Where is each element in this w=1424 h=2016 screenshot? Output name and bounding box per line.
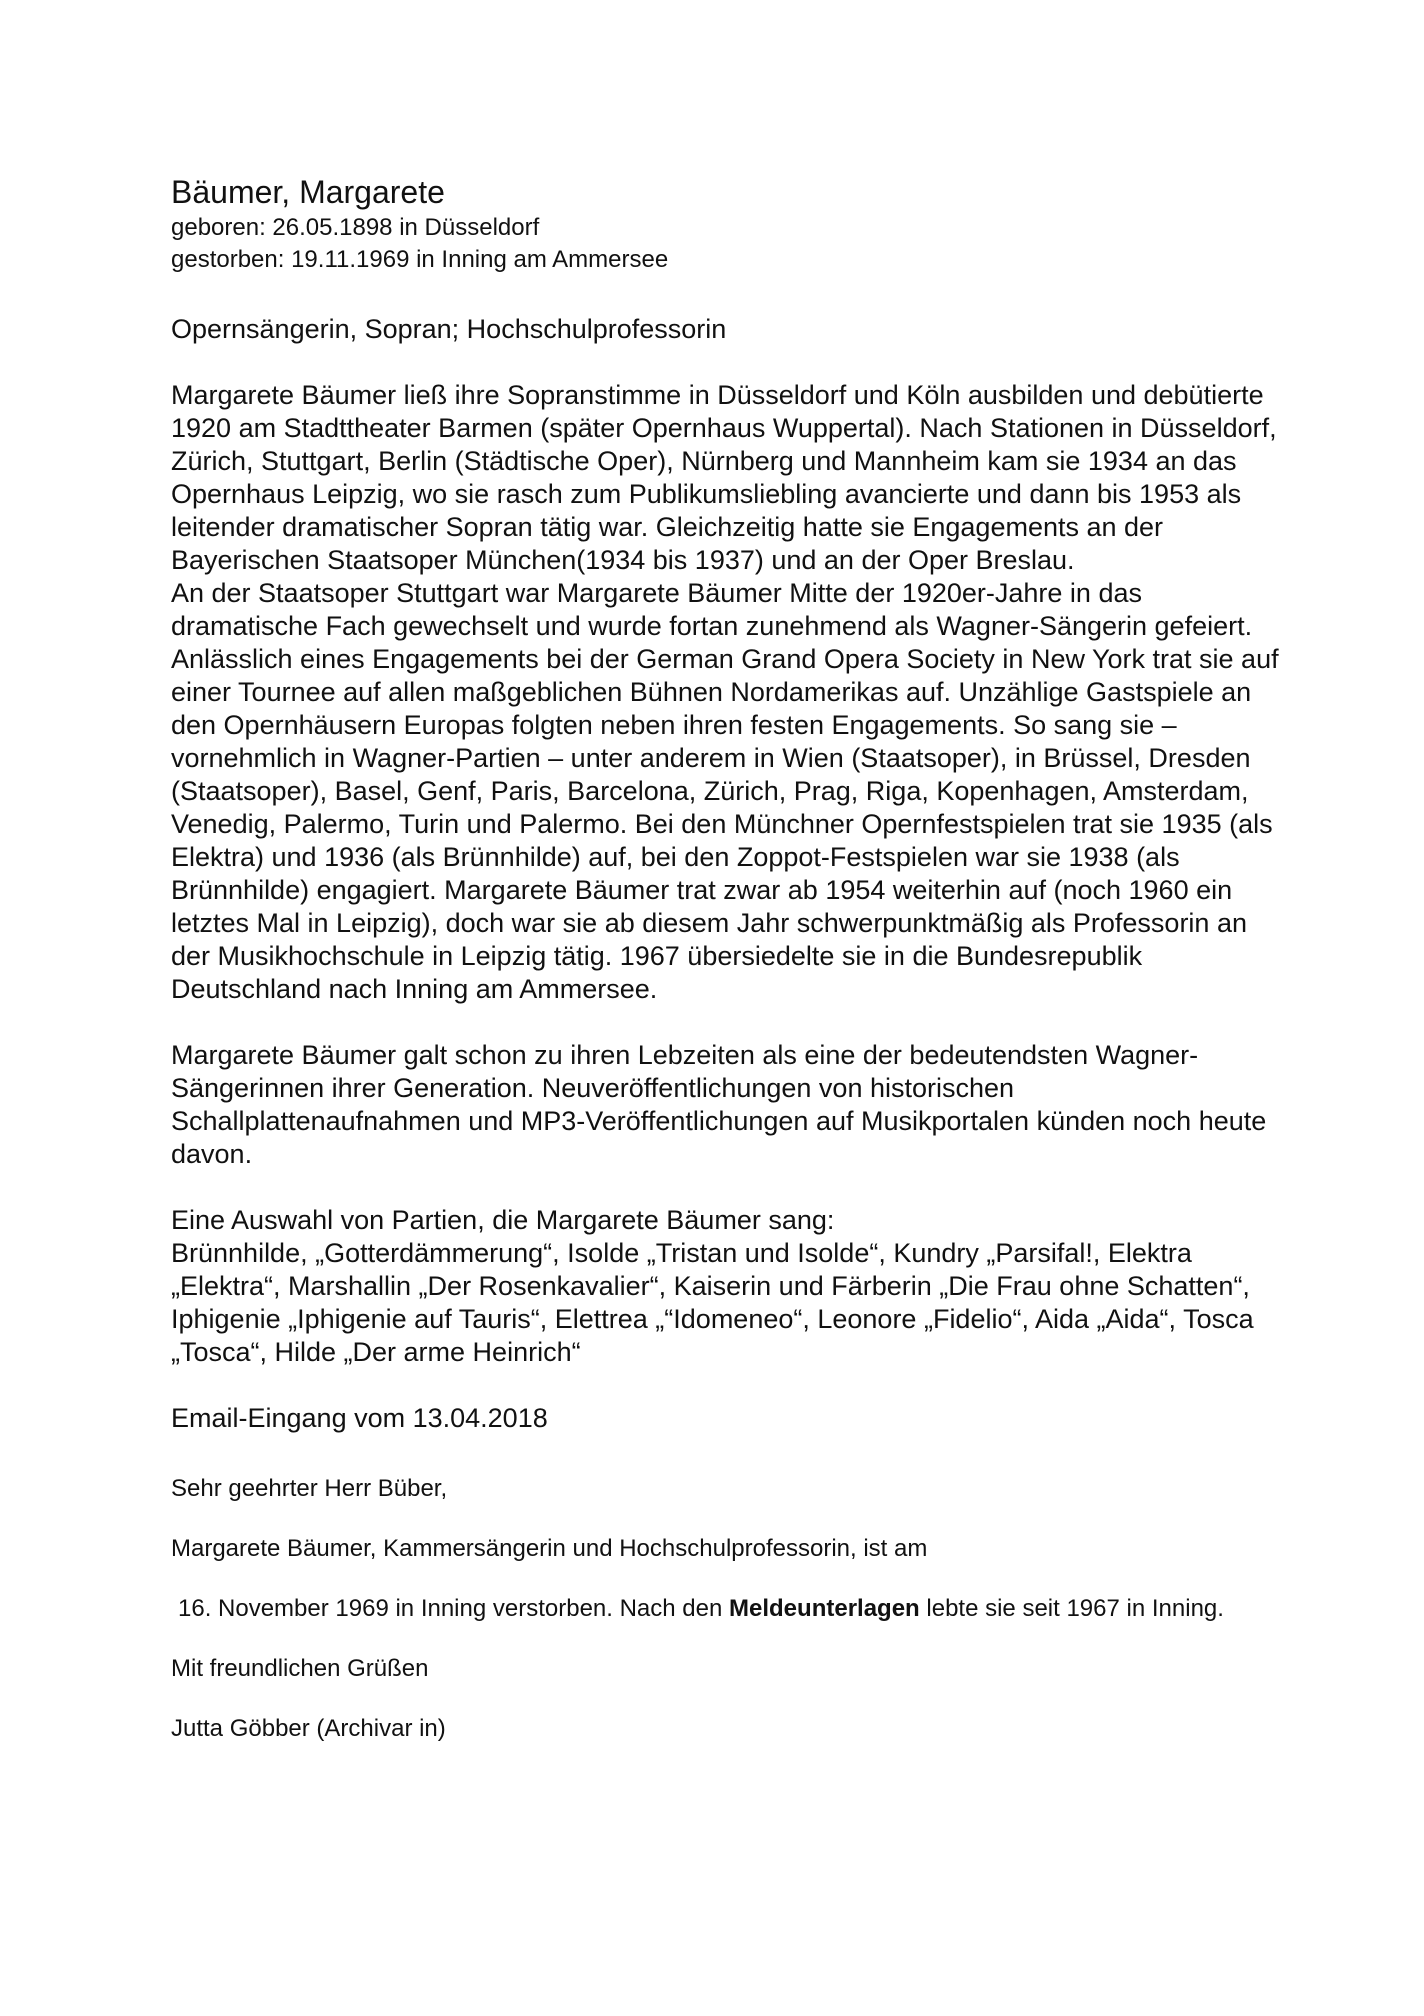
letter-salutation: Sehr geehrter Herr Büber, bbox=[171, 1475, 448, 1502]
legacy-paragraph: Margarete Bäumer galt schon zu ihren Lebzeiten als eine der bedeutendsten Wagner-Sängerinnen ihrer Generation. Neuveröffentlichungen von historischen Schallplattenaufnahmen und MP3-Veröffentlichungen auf Musikportalen künden noch heute davon. bbox=[171, 1040, 1267, 1169]
occupation-line: Opernsängerin, Sopran; Hochschulprofessorin bbox=[171, 314, 727, 344]
letter-line-1: Margarete Bäumer, Kammersängerin und Hochschulprofessorin, ist am bbox=[171, 1535, 928, 1562]
letter-line-2-start: 16. November 1969 in Inning verstorben. Nach den bbox=[178, 1595, 730, 1622]
birth-line: geboren: 26.05.1898 in Düsseldorf bbox=[171, 214, 540, 241]
letter-line-2 bbox=[171, 1593, 1291, 1624]
letter-closing: Mit freundlichen Grüßen bbox=[171, 1655, 429, 1682]
letter-line-2-end: lebte sie seit 1967 in Inning. bbox=[919, 1595, 1224, 1622]
roles-list: Brünnhilde, „Gotterdämmerung“, Isolde „Tristan und Isolde“, Kundry „Parsifal!, Elektra „Elektra“, Marshallin „Der Rosenkavalier“, Kaiserin und Färberin „Die Frau ohne Schatten“, Iphigenie „Iphigenie auf Tauris“, Elettrea „“Idomeneo“, Leonore „Fidelio“, Aida „Aida“, Tosca „Tosca“, Hilde „Der arme Heinrich“ bbox=[171, 1238, 1254, 1367]
person-name-title: Bäumer, Margarete bbox=[171, 174, 445, 210]
biography-paragraph-1: Margarete Bäumer ließ ihre Sopranstimme in Düsseldorf und Köln ausbilden und debütierte 1920 am Stadttheater Barmen (später Opernhaus Wuppertal). Nach Stationen in Düsseldorf, Zürich, Stuttgart, Berlin (Städtische Oper), Nürnberg und Mannheim kam sie 1934 an das Opernhaus Leipzig, wo sie rasch zum Publikumsliebling avancierte und dann bis 1953 als leitender dramatischer Sopran tätig war. Gleichzeitig hatte sie Engagements an der Bayerischen Staatsoper München(1934 bis 1937) und an der Oper Breslau. bbox=[171, 380, 1277, 575]
email-header: Email-Eingang vom 13.04.2018 bbox=[171, 1403, 548, 1433]
roles-intro: Eine Auswahl von Partien, die Margarete Bäumer sang: bbox=[171, 1205, 835, 1235]
biography-paragraph-2: An der Staatsoper Stuttgart war Margarete Bäumer Mitte der 1920er-Jahre in das dramatische Fach gewechselt und wurde fortan zunehmend als Wagner-Sängerin gefeiert. Anlässlich eines Engagements bei der German Grand Opera Society in New York trat sie auf einer Tournee auf allen maßgeblichen Bühnen Nordamerikas auf. Unzählige Gastspiele an den Opernhäusern Europas folgten neben ihren festen Engagements. So sang sie – vornehmlich in Wagner-Partien – unter anderem in Wien (Staatsoper), in Brüssel, Dresden (Staatsoper), Basel, Genf, Paris, Barcelona, Zürich, Prag, Riga, Kopenhagen, Amsterdam, Venedig, Palermo, Turin und Palermo. Bei den Münchner Opernfestspielen trat sie 1935 (als Elektra) und 1936 (als Brünnhilde) auf, bei den Zoppot-Festspielen war sie 1938 (als Brünnhilde) engagiert. Margarete Bäumer trat zwar ab 1954 weiterhin auf (noch 1960 ein letztes Mal in Leipzig), doch war sie ab diesem Jahr schwerpunktmäßig als Professorin an der Musikhochschule in Leipzig tätig. 1967 übersiedelte sie in die Bundesrepublik Deutschland nach Inning am Ammersee. bbox=[171, 578, 1279, 1004]
letter-signature: Jutta Göbber (Archivar in) bbox=[171, 1715, 446, 1742]
document-page bbox=[171, 172, 1291, 1744]
death-line: gestorben: 19.11.1969 in Inning am Ammersee bbox=[171, 246, 669, 273]
letter-bold-term: Meldeunterlagen bbox=[729, 1595, 920, 1622]
